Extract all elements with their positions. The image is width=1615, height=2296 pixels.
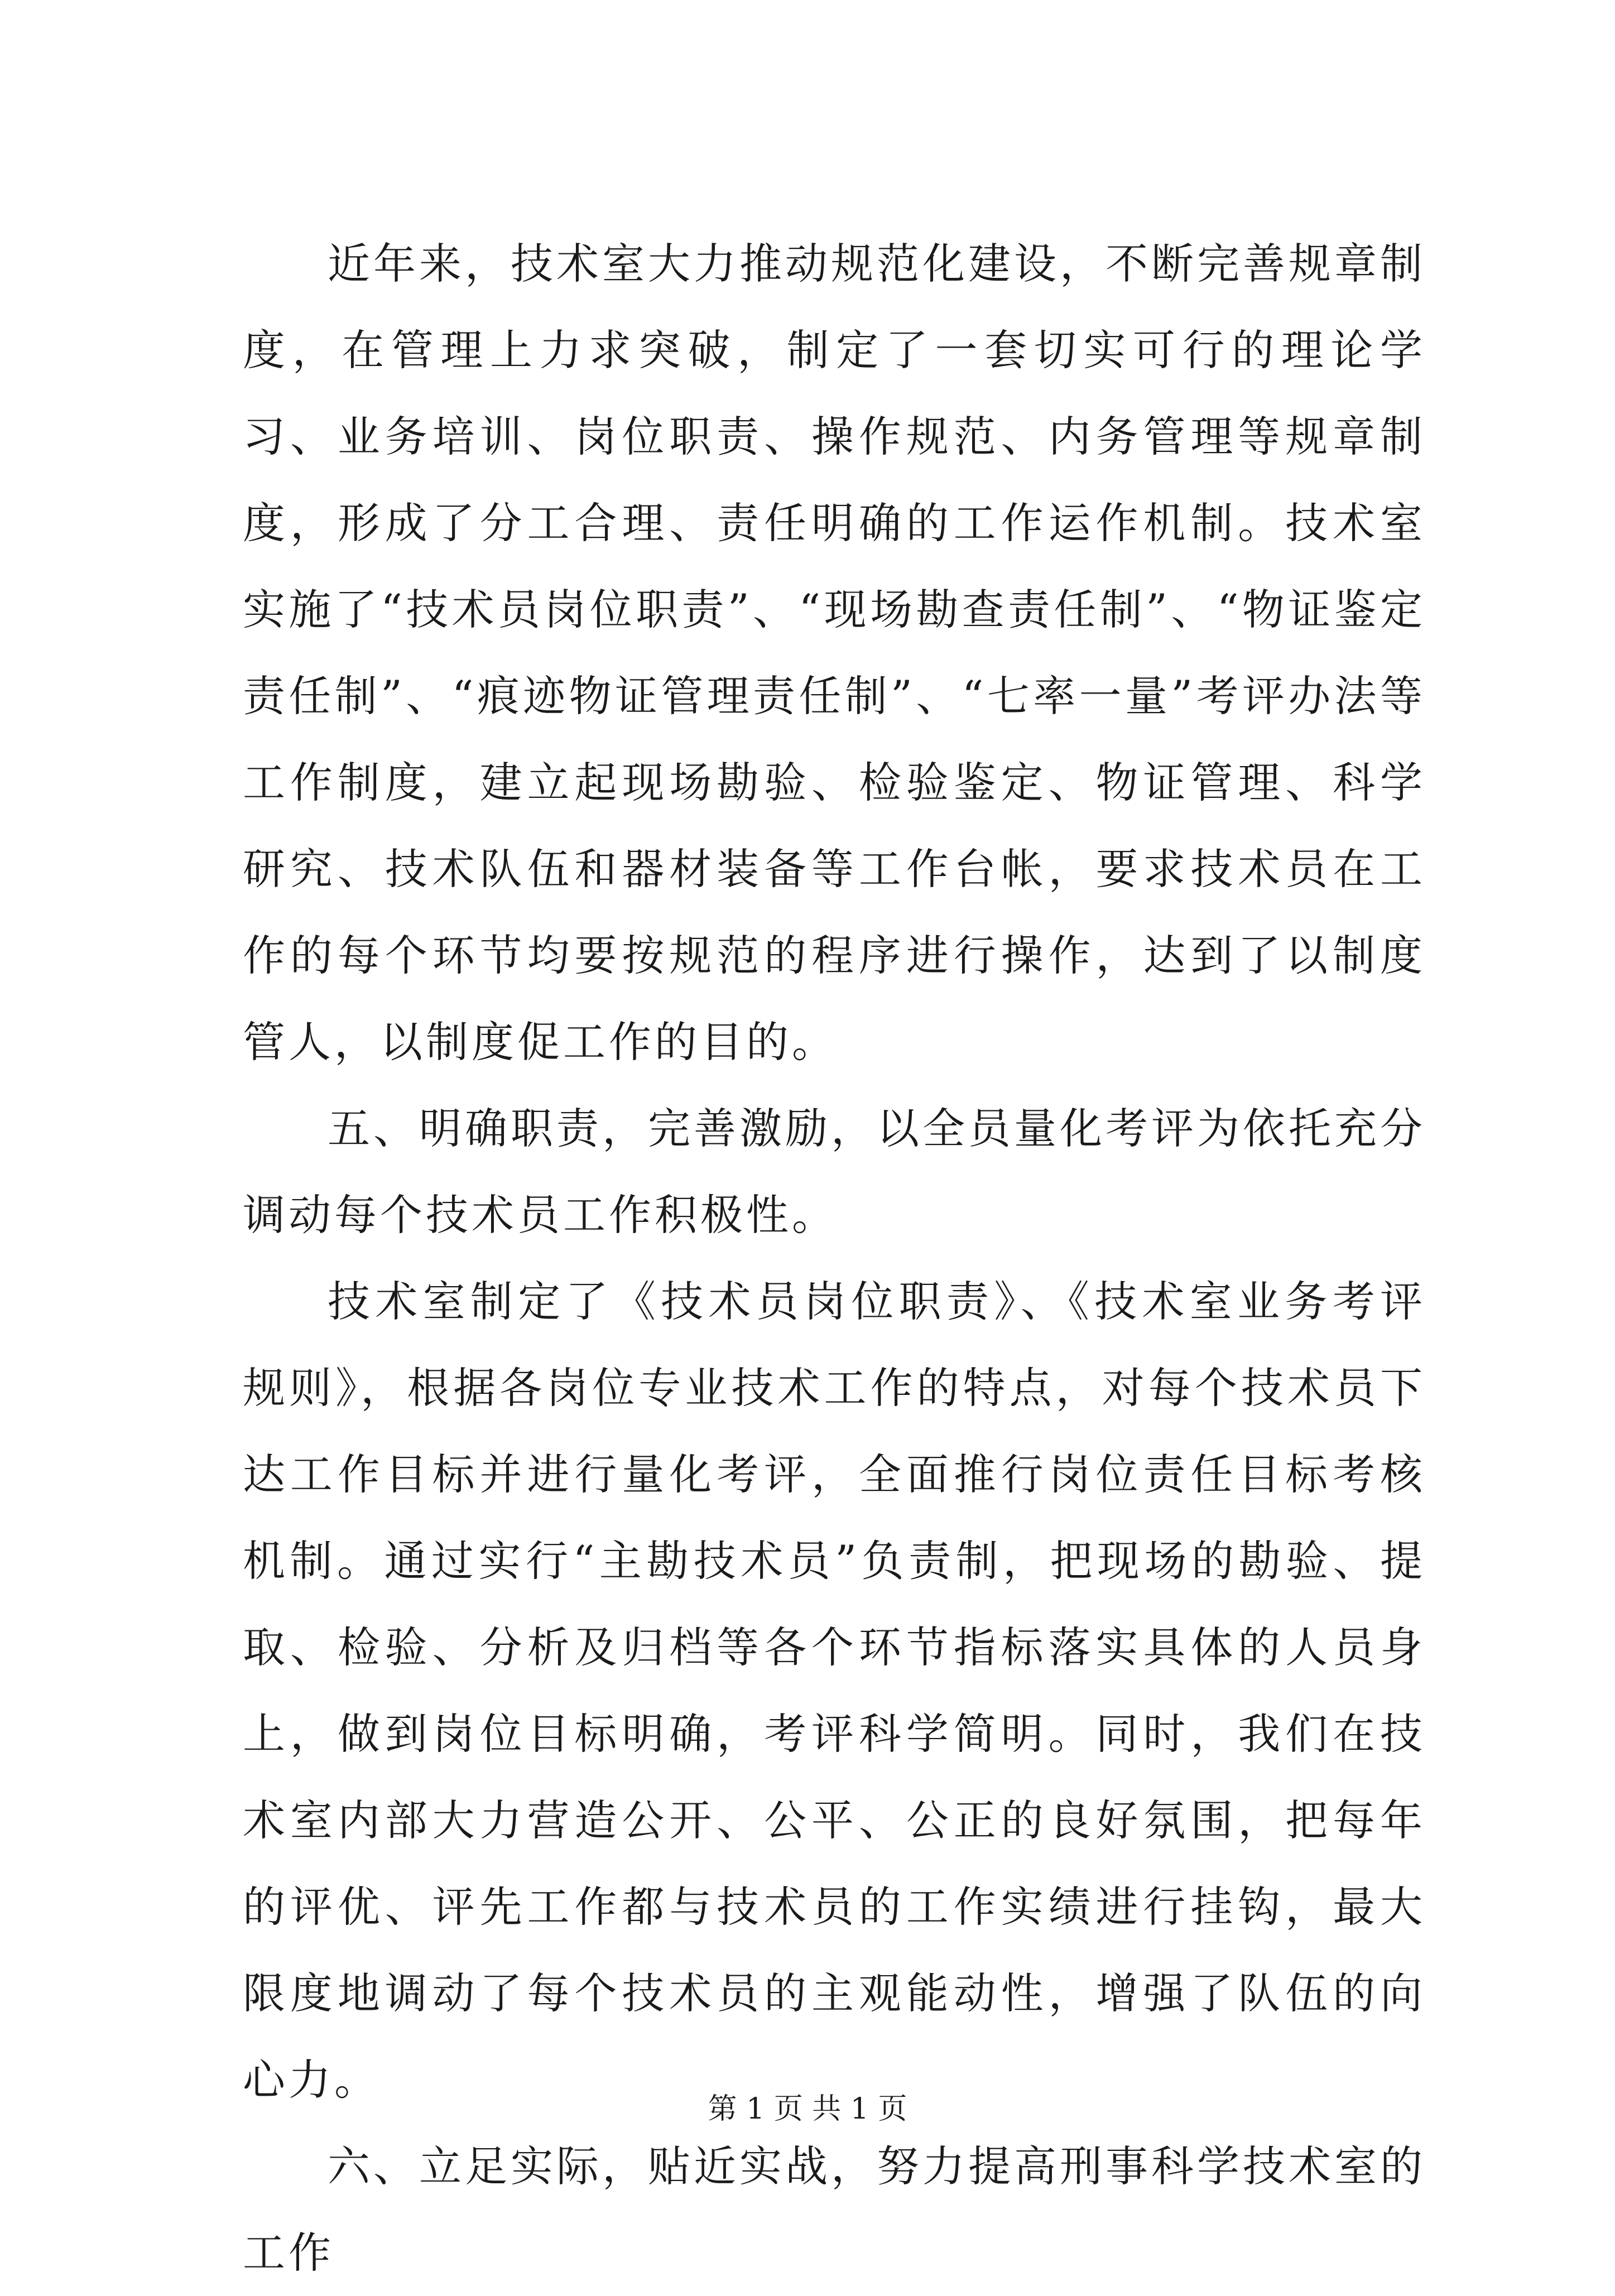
page-footer: 第 1 页 共 1 页 bbox=[708, 2092, 907, 2126]
paragraph: 近年来，技术室大力推动规范化建设，不断完善规章制度，在管理上力求突破，制定了一套切实可行的理论学习、业务培训、岗位职责、操作规范、内务管理等规章制度，形成了分工合理、责任明确的工作运作机制。技术室实施了“技术员岗位职责”、“现场勘查责任制”、“物证鉴定责任制”、“痕迹物证管理责任制”、“七率一量”考评办法等工作制度，建立起现场勘验、检验鉴定、物证管理、科学研究、技术队伍和器材装备等工作台帐，要求技术员在工作的每个环节均要按规范的程序进行操作，达到了以制度管人，以制度促工作的目的。 bbox=[243, 239, 1426, 1067]
document-body bbox=[243, 220, 1426, 2296]
paragraph: 六、立足实际，贴近实战，努力提高刑事科学技术室的工作 bbox=[243, 2141, 1426, 2278]
paragraph: 五、明确职责，完善激励，以全员量化考评为依托充分调动每个技术员工作积极性。 bbox=[243, 1104, 1426, 1240]
paragraph: 技术室制定了《技术员岗位职责》、《技术室业务考评规则》，根据各岗位专业技术工作的特点，对每个技术员下达工作目标并进行量化考评，全面推行岗位责任目标考核机制。通过实行“主勘技术员”负责制，把现场的勘验、提取、检验、分析及归档等各个环节指标落实具体的人员身上，做到岗位目标明确，考评科学简明。同时，我们在技术室内部大力营造公开、公平、公正的良好氛围，把每年的评优、评先工作都与技术员的工作实绩进行挂钩，最大限度地调动了每个技术员的主观能动性，增强了队伍的向心力。 bbox=[243, 1277, 1426, 2105]
